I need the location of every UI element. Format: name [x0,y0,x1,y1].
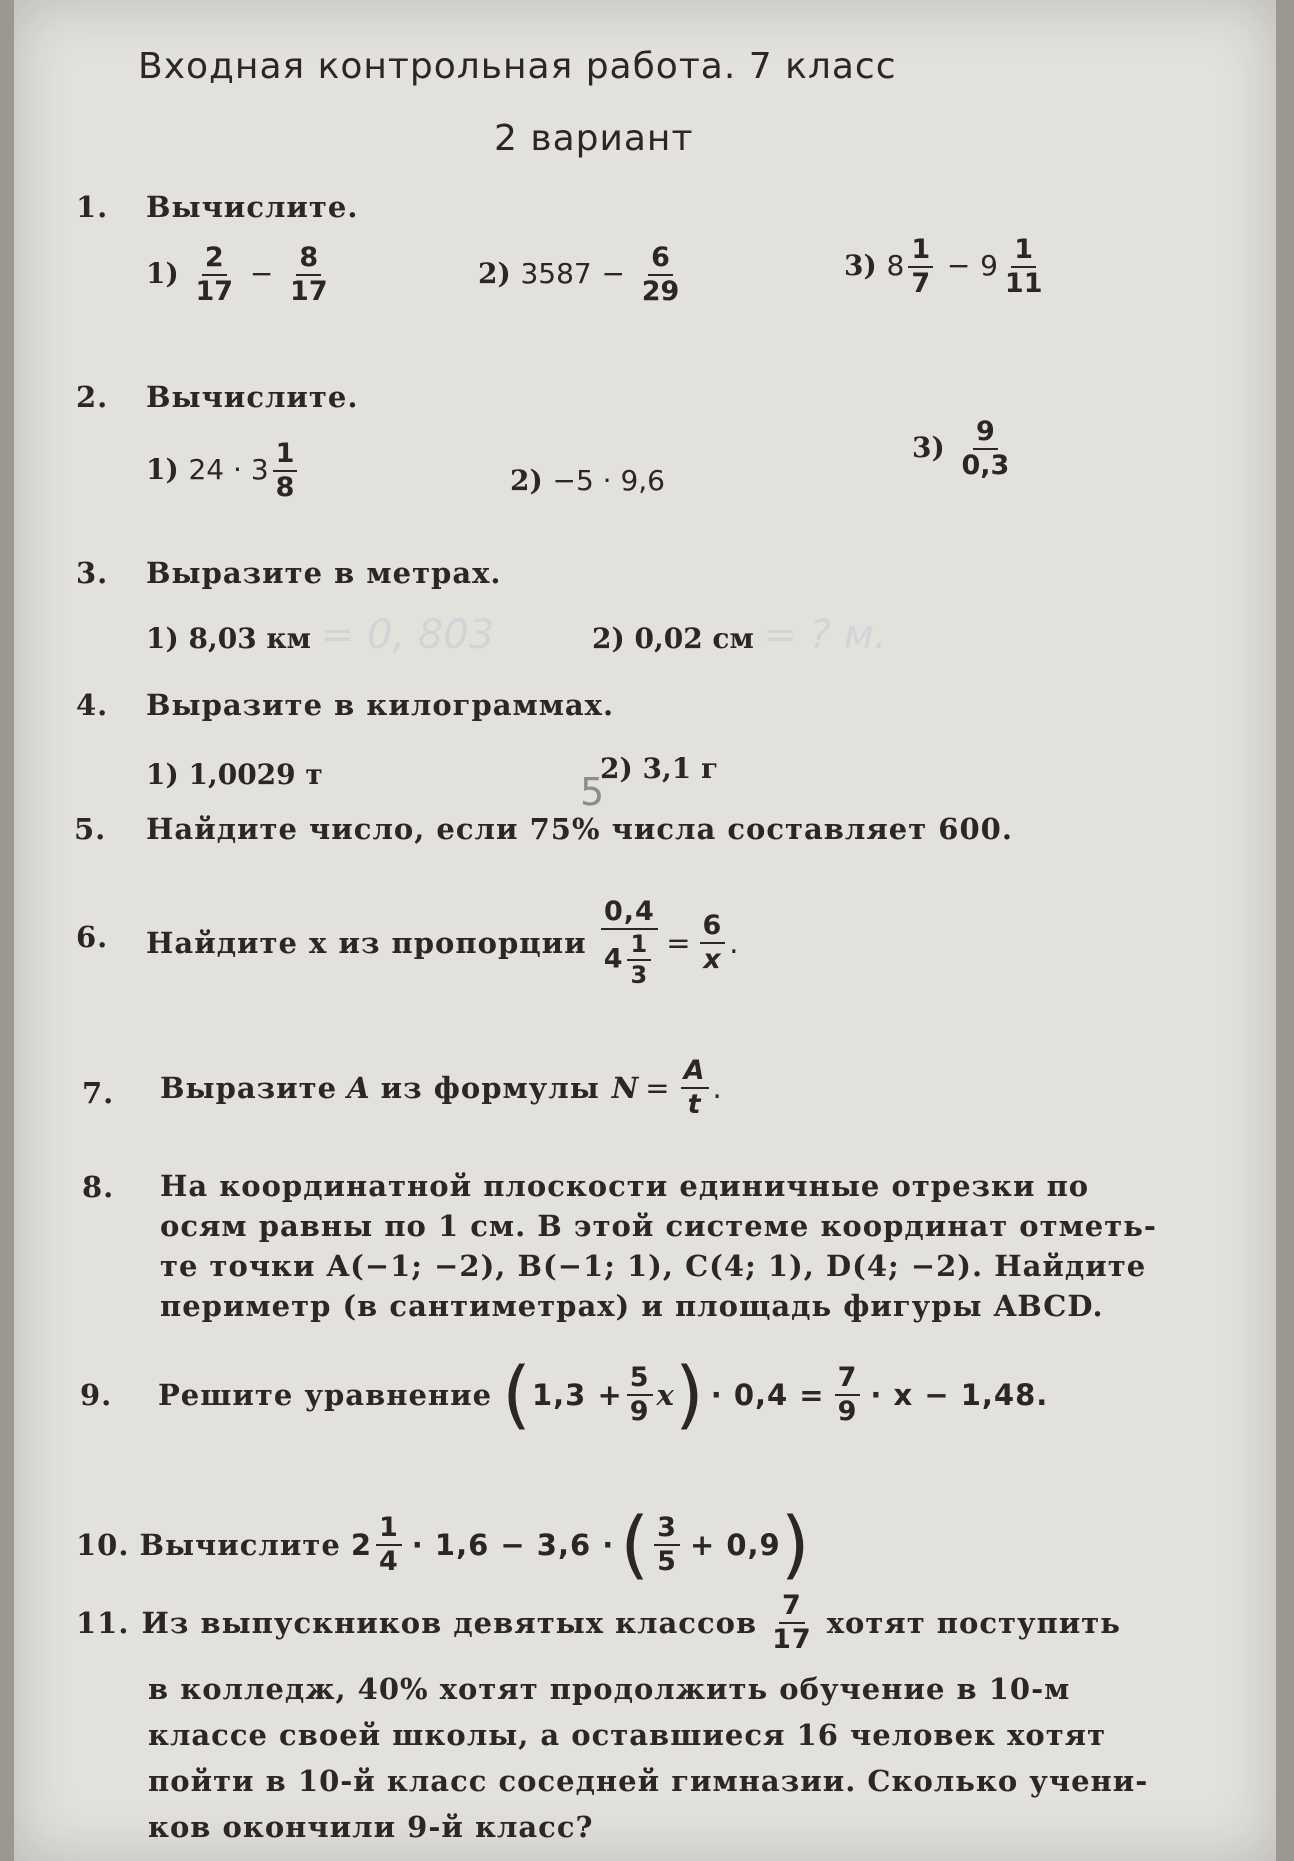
task-3-number: 3. [76,556,109,590]
task-8-number: 8. [82,1170,115,1204]
task-5-text: Найдите число, если 75% числа составляет 600. [146,812,1013,846]
task-4-part-2: 2) 3,1 г [600,752,719,785]
task-11-text: в колледж, 40% хотят продолжить обучение в 10-м классе своей школы, а оставшиеся 16 человек хотят пойти в 10-й класс соседней гимназии. Сколько учени- ков окончили 9-й класс? [148,1672,1149,1844]
task-3-prompt: Выразите в метрах. [146,556,502,590]
task-11-first-line: 11. Из выпускников девятых классов $\frac{7}{17}$ хотят поступить [76,1589,1121,1655]
task-5-number: 5. [74,812,107,846]
task-2-part-3: 3) $\frac{9}{0,3}$ [912,416,1010,482]
task-1-number: 1. [76,190,109,224]
task-6-body: Найдите x из пропорции 0,4 4 $\frac{1}{3}$ = $\frac{6}{x}$ . [146,895,740,990]
task-2-part-2: 2) −5 · 9,6 [510,464,665,497]
task-2-part-1: 1) 24 · 3 $\frac{1}{8}$ [146,440,301,503]
worksheet-page [14,0,1276,1861]
task-8-text: На координатной плоскости единичные отрезки по осям равны по 1 см. В этой системе координат отметь- те точки A(−1; −2), B(−1; 1), C(4; 1), D(4; −2). Найдите периметр (в сантиметрах) и площадь фигуры ABCD. [160,1169,1157,1323]
task-1-prompt: Вычислите. [146,190,359,224]
task-2-number: 2. [76,380,109,414]
task-1-part-3: 3) 8 $\frac{1}{7}$ − 9 $\frac{1}{11}$ [844,234,1043,300]
task-4-prompt: Выразите в килограммах. [146,688,615,722]
task-6-number: 6. [76,920,109,954]
task-3-part-1: 1) 8,03 км = 0, 803 [146,612,495,658]
task-7-number: 7. [82,1076,115,1110]
handwritten-mark-5: 5 [580,770,605,814]
task-7-body: Выразите A из формулы N = $\frac{A}{t}$ . [160,1054,723,1120]
task-4-number: 4. [76,688,109,722]
task-3-part-2: 2) 0,02 см = ? м. [592,612,887,658]
page-title: Входная контрольная работа. 7 класс [138,46,897,87]
task-9-number: 9. [80,1378,113,1412]
task-4-part-1: 1) 1,0029 т [146,758,323,791]
task-1-part-2: 2) 3587 − $\frac{6}{29}$ [478,242,680,308]
handwritten-answer-1: = 0, 803 [320,612,495,658]
handwritten-answer-2: = ? м. [763,612,887,658]
variant-label: 2 вариант [494,118,694,159]
task-2-prompt: Вычислите. [146,380,359,414]
task-10-body: 10. Вычислите 2 $\frac{1}{4}$ · 1,6 − 3,6 · ( $\frac{3}{5}$ + 0,9 ) [76,1502,811,1588]
task-9-body: Решите уравнение ( 1,3 + $\frac{5}{9}$ x ) · 0,4 = $\frac{7}{9}$ · x − 1,48. [158,1352,1049,1438]
task-1-part-1: 1) $\frac{2}{17}$ − $\frac{8}{17}$ [146,242,328,308]
